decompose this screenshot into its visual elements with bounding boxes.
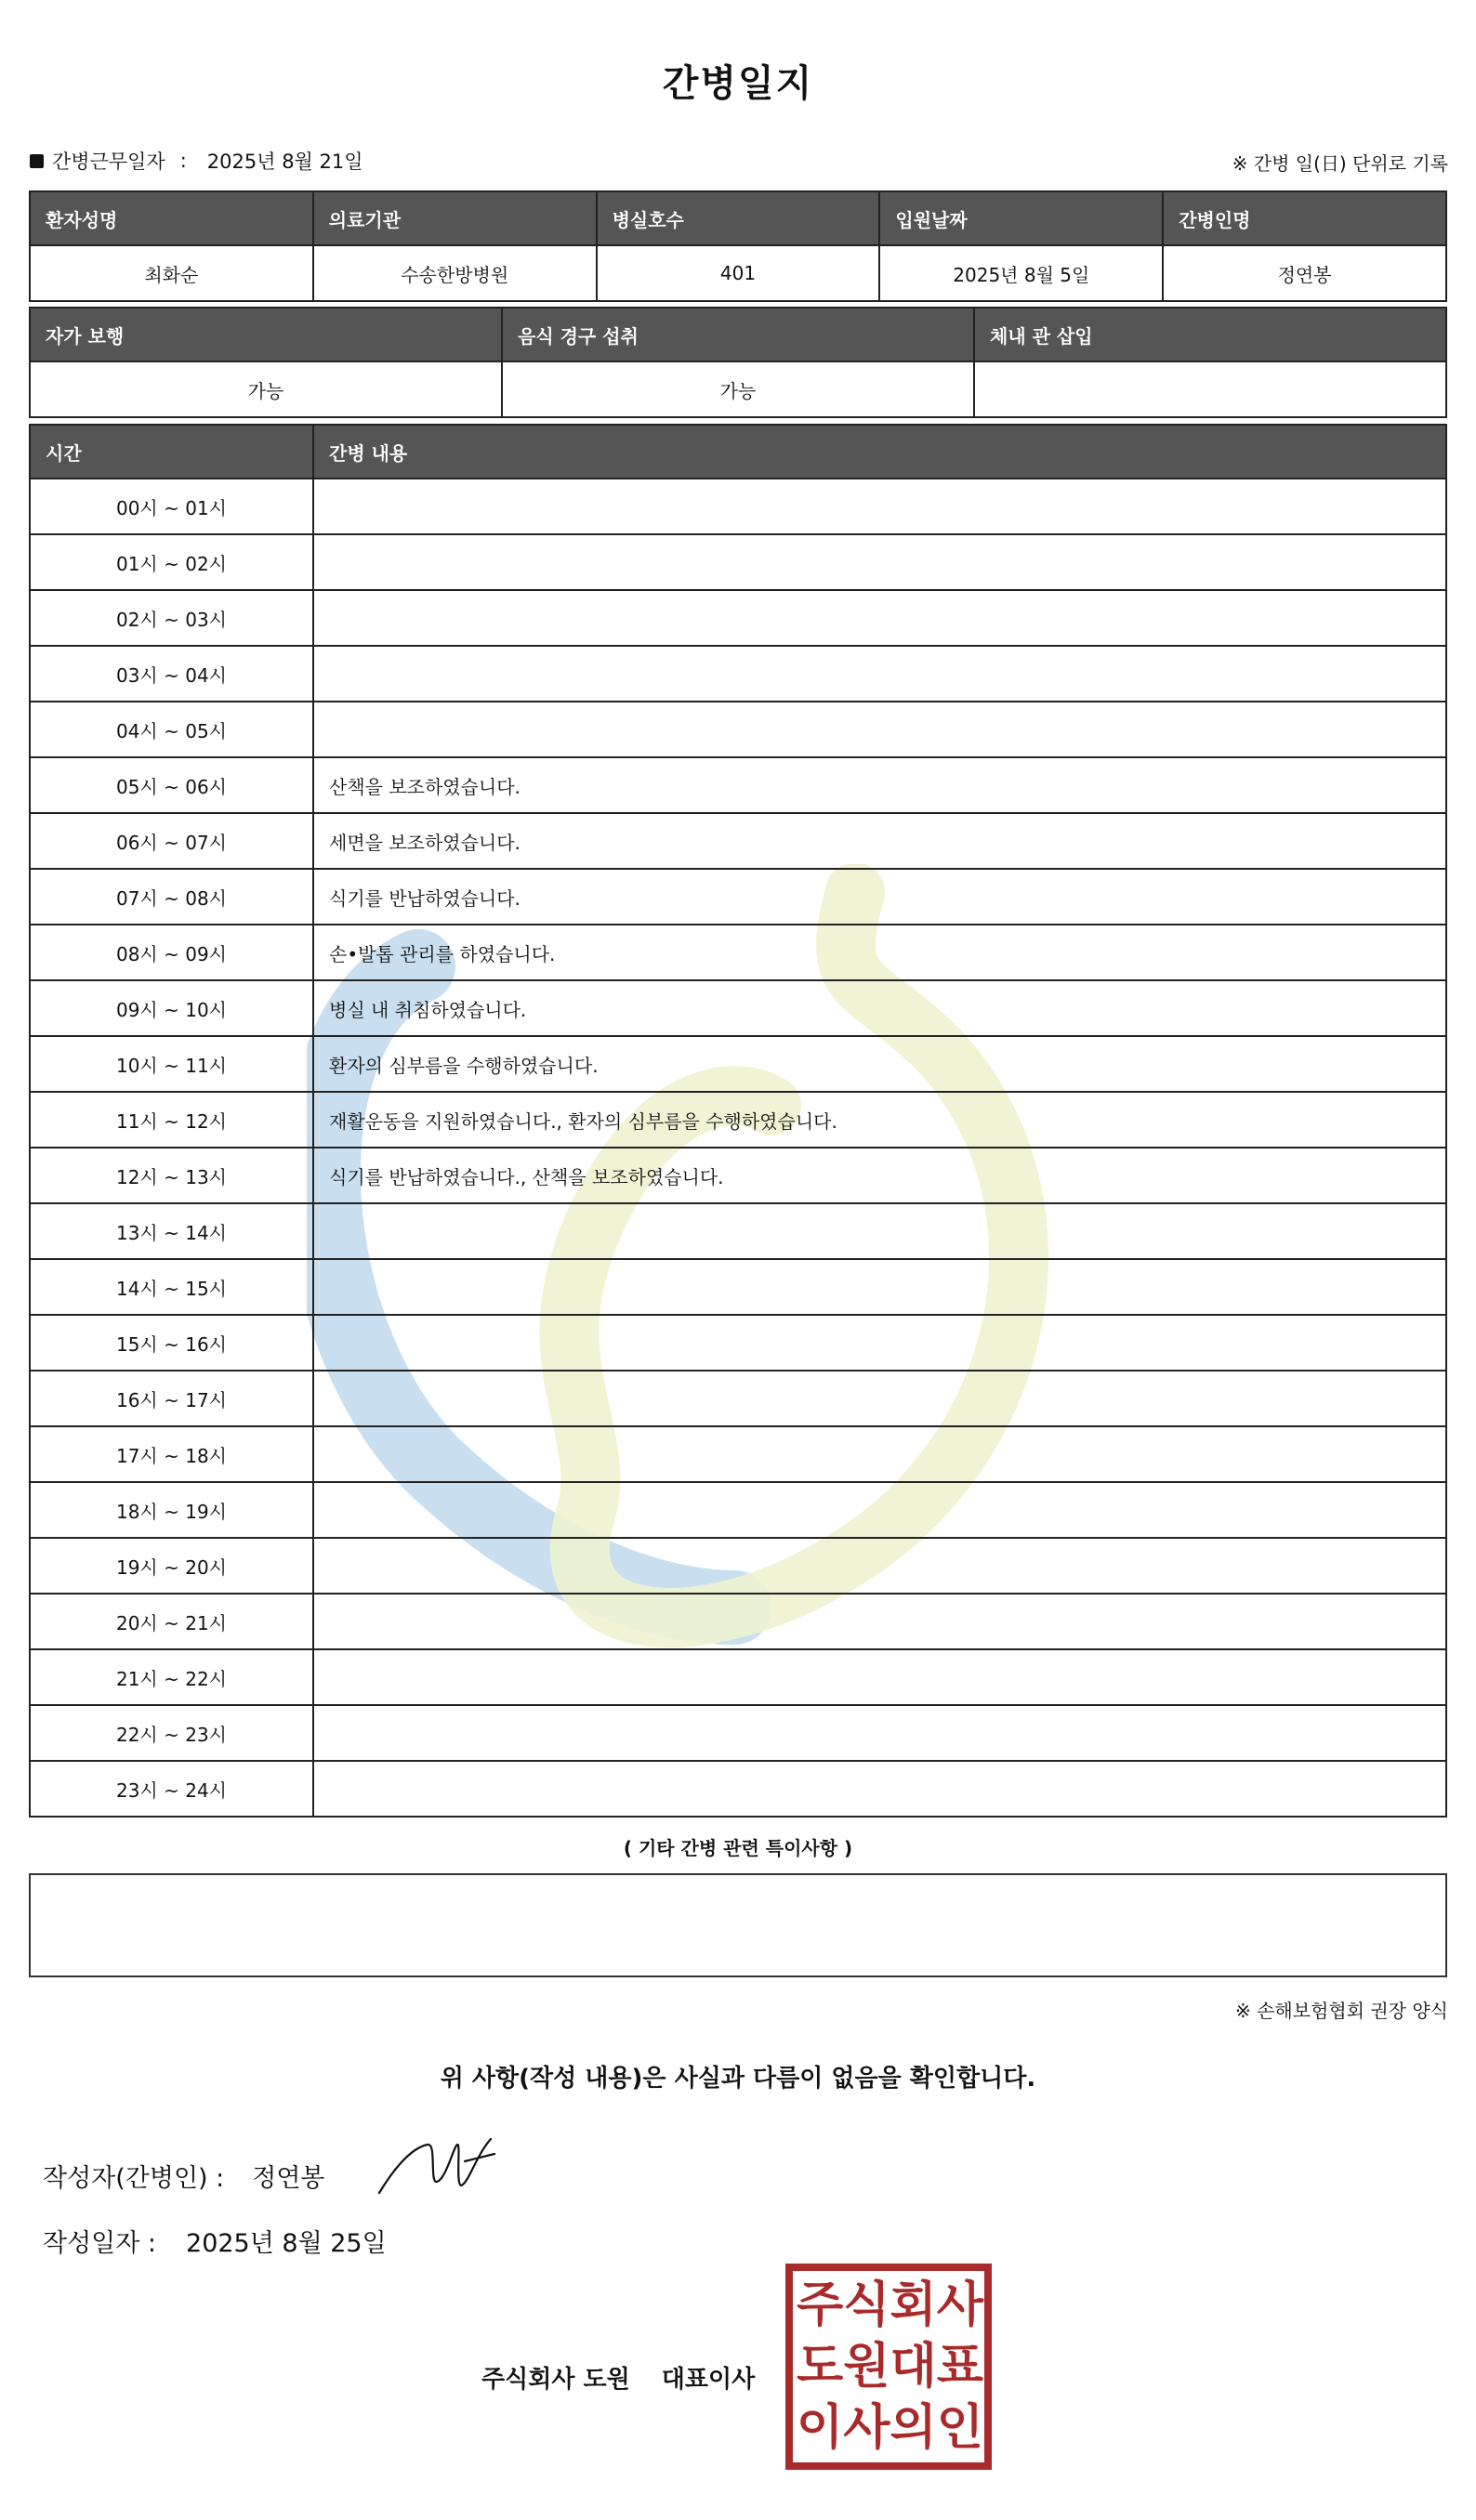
log-time: 09시 ~ 10시 — [30, 980, 313, 1036]
company-seal — [785, 2264, 992, 2470]
seal-char: 인 — [936, 2399, 983, 2456]
log-time: 06시 ~ 07시 — [30, 813, 313, 869]
log-time: 05시 ~ 06시 — [30, 757, 313, 813]
log-time: 23시 ~ 24시 — [30, 1761, 313, 1817]
log-content — [313, 1371, 1446, 1426]
notes-box — [29, 1873, 1447, 1977]
log-content — [313, 1649, 1446, 1705]
log-time: 17시 ~ 18시 — [30, 1426, 313, 1482]
seal-char: 원 — [843, 2338, 890, 2395]
log-time: 20시 ~ 21시 — [30, 1594, 313, 1649]
patient-info-value-row — [30, 245, 1446, 301]
writer-line — [43, 2158, 325, 2194]
log-time: 02시 ~ 03시 — [30, 590, 313, 646]
log-row — [30, 1761, 1446, 1817]
oral-intake-value: 가능 — [502, 361, 974, 417]
log-time: 15시 ~ 16시 — [30, 1315, 313, 1371]
seal-char: 이 — [797, 2399, 844, 2456]
log-content: 식기를 반납하였습니다., 산책을 보조하였습니다. — [313, 1148, 1446, 1203]
patient-status-header-row — [30, 308, 1446, 361]
log-content — [313, 1538, 1446, 1594]
header-self-walking: 자가 보행 — [30, 308, 502, 361]
log-content — [313, 1594, 1446, 1649]
hourly-care-log-table — [29, 424, 1447, 1818]
seal-char: 사 — [843, 2399, 890, 2456]
patient-status-value-row — [30, 361, 1446, 417]
log-row — [30, 813, 1446, 869]
seal-char: 대 — [890, 2338, 937, 2395]
work-date — [30, 147, 363, 175]
seal-char: 표 — [936, 2338, 983, 2395]
work-date-separator: : — [179, 150, 187, 172]
log-time: 04시 ~ 05시 — [30, 702, 313, 757]
patient-info-table — [29, 190, 1447, 302]
log-time: 14시 ~ 15시 — [30, 1259, 313, 1315]
log-time: 18시 ~ 19시 — [30, 1482, 313, 1538]
log-content — [313, 479, 1446, 534]
log-content: 환자의 심부름을 수행하였습니다. — [313, 1036, 1446, 1092]
log-header-row — [30, 425, 1446, 479]
log-content: 병실 내 취침하였습니다. — [313, 980, 1446, 1036]
log-content: 세면을 보조하였습니다. — [313, 813, 1446, 869]
signature-icon — [372, 2128, 502, 2202]
header-caregiver-name: 간병인명 — [1163, 191, 1446, 245]
log-row — [30, 1649, 1446, 1705]
log-time: 11시 ~ 12시 — [30, 1092, 313, 1148]
room-number: 401 — [597, 245, 880, 301]
patient-status-table — [29, 307, 1447, 418]
header-tube-insertion: 체내 관 삽입 — [974, 308, 1446, 361]
work-date-value: 2025년 8월 21일 — [206, 151, 363, 173]
log-content — [313, 1259, 1446, 1315]
log-time: 19시 ~ 20시 — [30, 1538, 313, 1594]
log-row — [30, 534, 1446, 590]
log-content: 산책을 보조하였습니다. — [313, 757, 1446, 813]
header-time: 시간 — [30, 425, 313, 479]
log-content — [313, 534, 1446, 590]
confirmation-statement: 위 사항(작성 내용)은 사실과 다름이 없음을 확인합니다. — [440, 2065, 1036, 2093]
log-content — [313, 1315, 1446, 1371]
write-date-line — [43, 2223, 387, 2259]
log-row — [30, 1259, 1446, 1315]
log-time: 21시 ~ 22시 — [30, 1649, 313, 1705]
caregiver-name: 정연봉 — [1163, 245, 1446, 301]
self-walking-value: 가능 — [30, 361, 502, 417]
header-care-content: 간병 내용 — [313, 425, 1446, 479]
log-row — [30, 1538, 1446, 1594]
log-content — [313, 1761, 1446, 1817]
header-admission-date: 입원날짜 — [879, 191, 1163, 245]
log-content — [313, 590, 1446, 646]
admission-date: 2025년 8월 5일 — [879, 245, 1163, 301]
log-row — [30, 1092, 1446, 1148]
page-title: 간병일지 — [662, 62, 814, 105]
seal-char: 의 — [890, 2399, 937, 2456]
log-content — [313, 646, 1446, 702]
seal-char: 주 — [797, 2277, 844, 2333]
log-content — [313, 702, 1446, 757]
log-content: 식기를 반납하였습니다. — [313, 869, 1446, 925]
company-line — [481, 2360, 755, 2395]
log-time: 01시 ~ 02시 — [30, 534, 313, 590]
log-row — [30, 1315, 1446, 1371]
seal-char: 회 — [890, 2277, 937, 2333]
log-content — [313, 1482, 1446, 1538]
record-unit-note: ※ 간병 일(日) 단위로 기록 — [1232, 152, 1448, 175]
header-hospital: 의료기관 — [313, 191, 597, 245]
log-time: 12시 ~ 13시 — [30, 1148, 313, 1203]
patient-info-header-row — [30, 191, 1446, 245]
seal-char: 식 — [843, 2277, 890, 2333]
header-room-number: 병실호수 — [597, 191, 880, 245]
log-row — [30, 1148, 1446, 1203]
notes-title: ( 기타 간병 관련 특이사항 ) — [623, 1837, 853, 1859]
work-date-label: 간병근무일자 — [52, 151, 165, 173]
log-row — [30, 1594, 1446, 1649]
log-row — [30, 1371, 1446, 1426]
log-row — [30, 925, 1446, 980]
log-time: 16시 ~ 17시 — [30, 1371, 313, 1426]
log-time: 03시 ~ 04시 — [30, 646, 313, 702]
log-time: 10시 ~ 11시 — [30, 1036, 313, 1092]
writer-label: 작성자(간병인) : — [43, 2164, 225, 2193]
ceo-title: 대표이사 — [661, 2366, 756, 2394]
log-time: 22시 ~ 23시 — [30, 1705, 313, 1761]
log-row — [30, 1482, 1446, 1538]
hospital-name: 수송한방병원 — [313, 245, 597, 301]
log-content — [313, 1705, 1446, 1761]
write-date-value: 2025년 8월 25일 — [186, 2229, 387, 2258]
square-bullet-icon — [30, 154, 44, 168]
log-time: 08시 ~ 09시 — [30, 925, 313, 980]
log-content — [313, 1426, 1446, 1482]
log-row — [30, 702, 1446, 757]
recommendation-note: ※ 손해보험협회 권장 양식 — [1234, 2000, 1448, 2022]
header-oral-intake: 음식 경구 섭취 — [502, 308, 974, 361]
log-row — [30, 1203, 1446, 1259]
log-row — [30, 757, 1446, 813]
patient-name: 최화순 — [30, 245, 313, 301]
header-patient-name: 환자성명 — [30, 191, 313, 245]
log-time: 13시 ~ 14시 — [30, 1203, 313, 1259]
log-row — [30, 869, 1446, 925]
log-content: 손•발톱 관리를 하였습니다. — [313, 925, 1446, 980]
log-row — [30, 479, 1446, 534]
write-date-label: 작성일자 : — [43, 2229, 157, 2258]
log-content — [313, 1203, 1446, 1259]
log-row — [30, 1426, 1446, 1482]
writer-name: 정연봉 — [252, 2164, 325, 2193]
log-row — [30, 590, 1446, 646]
seal-char: 도 — [797, 2338, 844, 2395]
log-time: 07시 ~ 08시 — [30, 869, 313, 925]
log-body — [30, 479, 1446, 1817]
log-content: 재활운동을 지원하였습니다., 환자의 심부름을 수행하였습니다. — [313, 1092, 1446, 1148]
log-row — [30, 646, 1446, 702]
tube-insertion-value — [974, 361, 1446, 417]
log-time: 00시 ~ 01시 — [30, 479, 313, 534]
log-row — [30, 1705, 1446, 1761]
seal-char: 사 — [936, 2277, 983, 2333]
log-row — [30, 1036, 1446, 1092]
company-name: 주식회사 도원 — [481, 2366, 630, 2394]
log-row — [30, 980, 1446, 1036]
